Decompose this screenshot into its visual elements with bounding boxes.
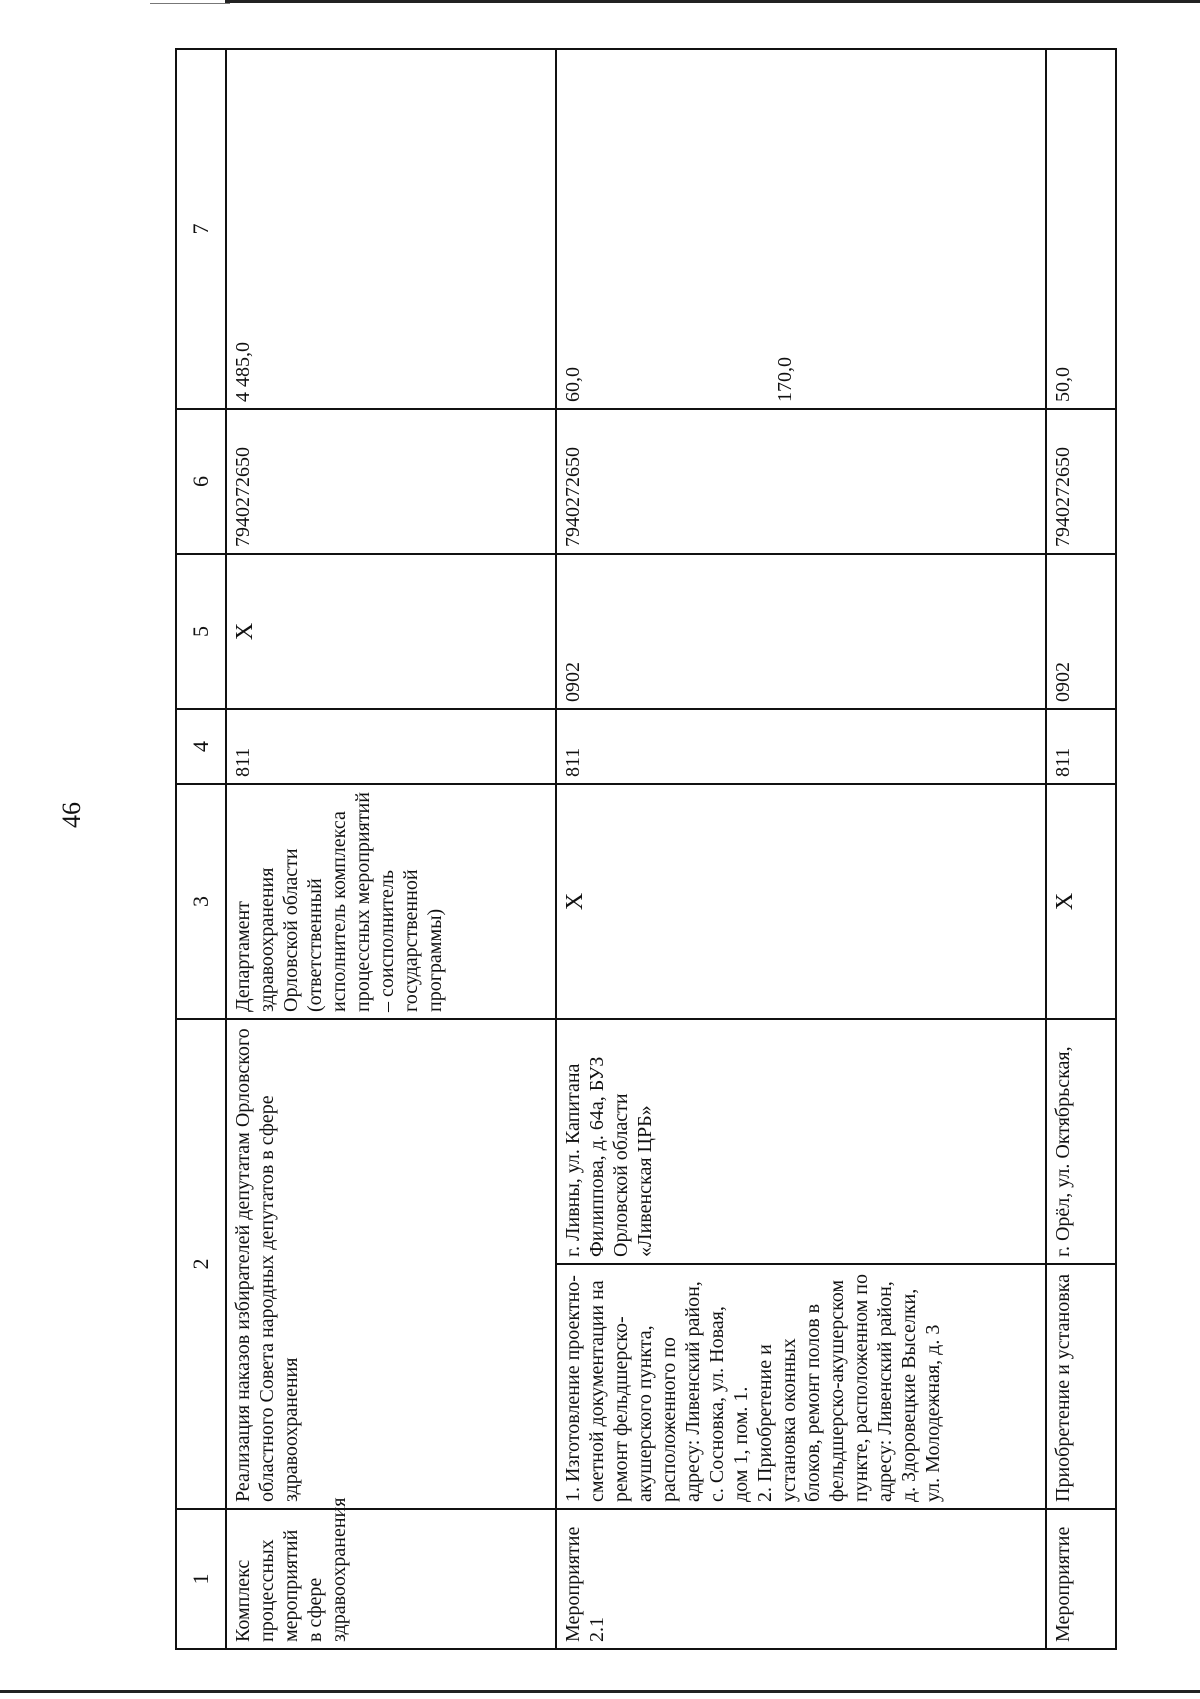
cell-executor: Департамент здравоохранения Орловской области (ответственный исполнитель комплекса процессных мероприятий – соисполнитель государственной программы)	[226, 784, 556, 1019]
cell-program-name: Комплекс процессных мероприятий в сфере здравоохранения	[226, 1509, 556, 1649]
budget-table	[175, 48, 1117, 1650]
cell-target-article: 7940272650	[556, 409, 1046, 554]
header-col-5: 5	[176, 554, 226, 709]
cell-section: X	[226, 554, 556, 709]
cell-amount	[556, 49, 1046, 409]
document-page	[175, 50, 1115, 1650]
cell-target-article: 7940272650	[1046, 409, 1116, 554]
cell-section: 0902	[556, 554, 1046, 709]
header-col-6: 6	[176, 409, 226, 554]
cell-section: 0902	[1046, 554, 1116, 709]
amount-value-1: 60,0	[562, 367, 584, 402]
scan-edge-top-mark	[150, 3, 230, 4]
cell-description: Реализация наказов избирателей депутатам Орловского областного Совета народных депутатов в сфере здравоохранения	[226, 1019, 556, 1509]
header-col-7: 7	[176, 49, 226, 409]
cell-target-article: 7940272650	[226, 409, 556, 554]
scan-edge-bottom	[0, 1690, 1200, 1693]
header-col-2: 2	[176, 1019, 226, 1509]
header-col-1: 1	[176, 1509, 226, 1649]
table-header-row	[176, 49, 226, 1649]
cell-executor: X	[1046, 784, 1116, 1019]
cell-amount: 4 485,0	[226, 49, 556, 409]
cell-event-works: Приобретение и установка	[1046, 1264, 1116, 1509]
cell-event-works: 1. Изготовление проектно-сметной документации на ремонт фельдшерско-акушерского пункта, расположенного по адресу: Ливенский район, с. Сосновка, ул. Новая, дом 1, пом. 1. 2. Приобретение и установка оконных блоков, ремонт полов в фельдшерско-акушерском пункте, расположенном по адресу: Ливенский район, д. Здоровецкие Выселки, ул. Молодежная, д. 3	[556, 1264, 1046, 1509]
scan-edge-top	[225, 0, 1200, 3]
header-col-3: 3	[176, 784, 226, 1019]
table-row-complex	[226, 49, 556, 1649]
cell-event-name: Мероприятие 2.1	[556, 1509, 1046, 1649]
cell-amount: 50,0	[1046, 49, 1116, 409]
cell-code: 811	[556, 709, 1046, 784]
page-number: 46	[57, 802, 86, 828]
cell-event-address: г. Орёл, ул. Октябрьская,	[1046, 1019, 1116, 1264]
cell-event-name: Мероприятие	[1046, 1509, 1116, 1649]
cell-executor: X	[556, 784, 1046, 1019]
rotated-table-wrapper	[175, 50, 1115, 1650]
cell-event-address: г. Ливны, ул. Капитана Филиппова, д. 64а, БУЗ Орловской области «Ливенская ЦРБ»	[556, 1019, 1046, 1264]
table-row-event	[1046, 49, 1116, 1649]
table-row-event-2-1	[556, 49, 1046, 1649]
header-col-4: 4	[176, 709, 226, 784]
amount-value-2: 170,0	[774, 357, 796, 402]
cell-code: 811	[1046, 709, 1116, 784]
cell-code: 811	[226, 709, 556, 784]
